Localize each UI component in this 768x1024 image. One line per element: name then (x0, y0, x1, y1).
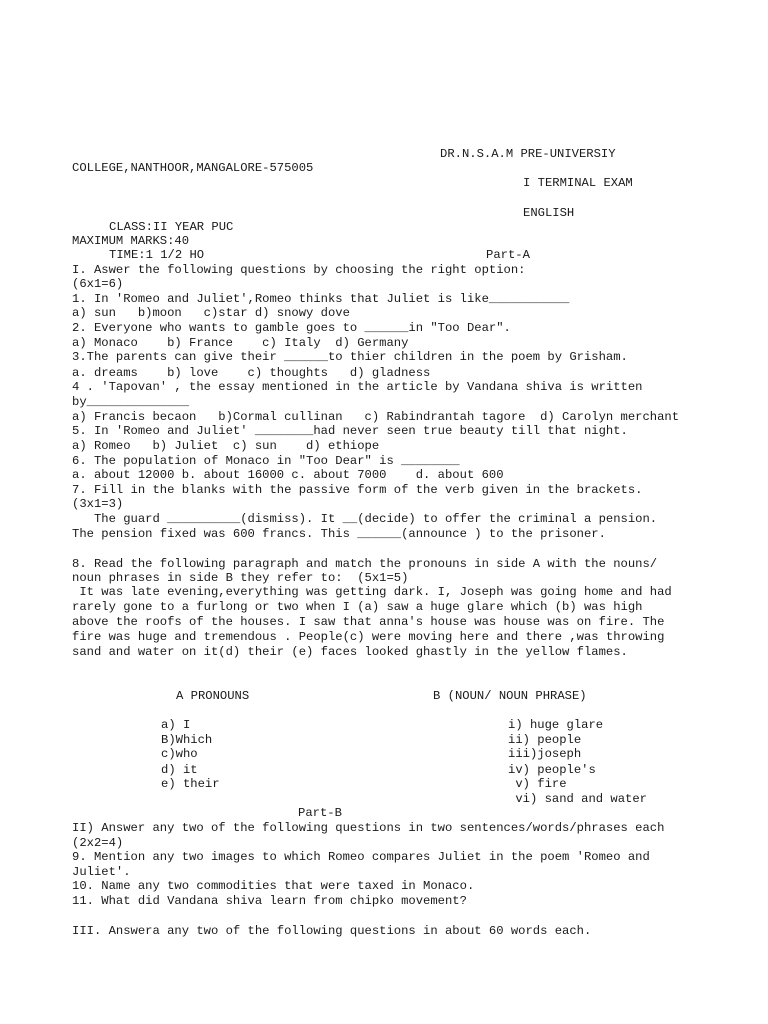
section2-marks: (2x2=4) (72, 836, 124, 850)
column-b-item: vi) sand and water (508, 792, 647, 806)
question-7-line2: The pension fixed was 600 francs. This ______(announce ) to the prisoner. (72, 527, 606, 541)
section1-instruction: I. Aswer the following questions by choosing the right option: (72, 263, 526, 277)
question-6: 6. The population of Monaco in "Too Dear" is ________ (72, 454, 460, 468)
column-b-item: v) fire (508, 777, 567, 791)
column-a-item: c)who (161, 747, 198, 761)
question-2-options: a) Monaco b) France c) Italy d) Germany (72, 336, 409, 350)
question-7-line1: The guard __________(dismiss). It __(decide) to offer the criminal a pension. (72, 512, 658, 526)
question-1-options: a) sun b)moon c)star d) snowy dove (72, 306, 350, 320)
question-9-line2: Juliet'. (72, 865, 131, 879)
section3-instruction: III. Answera any two of the following questions in about 60 words each. (72, 924, 592, 938)
question-8-line1: 8. Read the following paragraph and match the pronouns in side A with the nouns/ (72, 557, 658, 571)
college-name-line1: DR.N.S.A.M PRE-UNIVERSIY (440, 147, 616, 161)
paragraph-line: sand and water on it(d) their (e) faces looked ghastly in the yellow flames. (72, 645, 628, 659)
question-8-line2: noun phrases in side B they refer to: (5x1=5) (72, 571, 409, 585)
question-4-continued: by______________ (72, 395, 190, 409)
class-label: CLASS:II YEAR PUC (109, 220, 234, 234)
column-b-item: iii)joseph (508, 747, 582, 761)
column-a-item: a) I (161, 718, 191, 732)
column-b-title: B (NOUN/ NOUN PHRASE) (433, 689, 587, 703)
section1-marks: (6x1=6) (72, 277, 124, 291)
question-4: 4 . 'Tapovan' , the essay mentioned in the article by Vandana shiva is written (72, 380, 643, 394)
paragraph-line: It was late evening,everything was getting dark. I, Joseph was going home and had (72, 585, 672, 599)
question-5-options: a) Romeo b) Juliet c) sun d) ethiope (72, 439, 380, 453)
question-5: 5. In 'Romeo and Juliet' ________had never seen true beauty till that night. (72, 424, 628, 438)
max-marks-label: MAXIMUM MARKS:40 (72, 234, 190, 248)
exam-title: I TERMINAL EXAM (523, 176, 633, 190)
column-a-title: A PRONOUNS (176, 689, 250, 703)
question-2: 2. Everyone who wants to gamble goes to ______in "Too Dear". (72, 321, 511, 335)
question-11: 11. What did Vandana shiva learn from chipko movement? (72, 894, 467, 908)
question-7: 7. Fill in the blanks with the passive form of the verb given in the brackets. (72, 483, 643, 497)
column-a-item: e) their (161, 777, 220, 791)
column-a-item: B)Which (161, 733, 213, 747)
question-7-marks: (3x1=3) (72, 497, 124, 511)
section2-instruction: II) Answer any two of the following questions in two sentences/words/phrases each (72, 821, 665, 835)
column-b-item: iv) people's (508, 763, 596, 777)
part-a-heading: Part-A (486, 248, 530, 262)
column-b-item: i) huge glare (508, 718, 604, 732)
question-9-line1: 9. Mention any two images to which Romeo compares Juliet in the poem 'Romeo and (72, 850, 650, 864)
question-3-options: a. dreams b) love c) thoughts d) gladness (72, 366, 431, 380)
question-1: 1. In 'Romeo and Juliet',Romeo thinks that Juliet is like___________ (72, 292, 570, 306)
college-name-line2: COLLEGE,NANTHOOR,MANGALORE-575005 (72, 161, 314, 175)
paragraph-line: above the roofs of the houses. I saw that anna's house was house was on fire. The (72, 615, 665, 629)
subject-title: ENGLISH (523, 206, 575, 220)
question-10: 10. Name any two commodities that were taxed in Monaco. (72, 879, 475, 893)
time-label: TIME:1 1/2 HO (109, 248, 205, 262)
paragraph-line: rarely gone to a furlong or two when I (a) saw a huge glare which (b) was high (72, 600, 643, 614)
part-b-heading: Part-B (298, 806, 342, 820)
column-a-item: d) it (161, 763, 198, 777)
paragraph-line: fire was huge and tremendous . People(c) were moving here and there ,was throwing (72, 630, 665, 644)
question-3: 3.The parents can give their ______to thier children in the poem by Grisham. (72, 350, 628, 364)
column-b-item: ii) people (508, 733, 582, 747)
question-6-options: a. about 12000 b. about 16000 c. about 7000 d. about 600 (72, 468, 504, 482)
question-4-options: a) Francis becaon b)Cormal cullinan c) Rabindrantah tagore d) Carolyn merchant (72, 410, 680, 424)
